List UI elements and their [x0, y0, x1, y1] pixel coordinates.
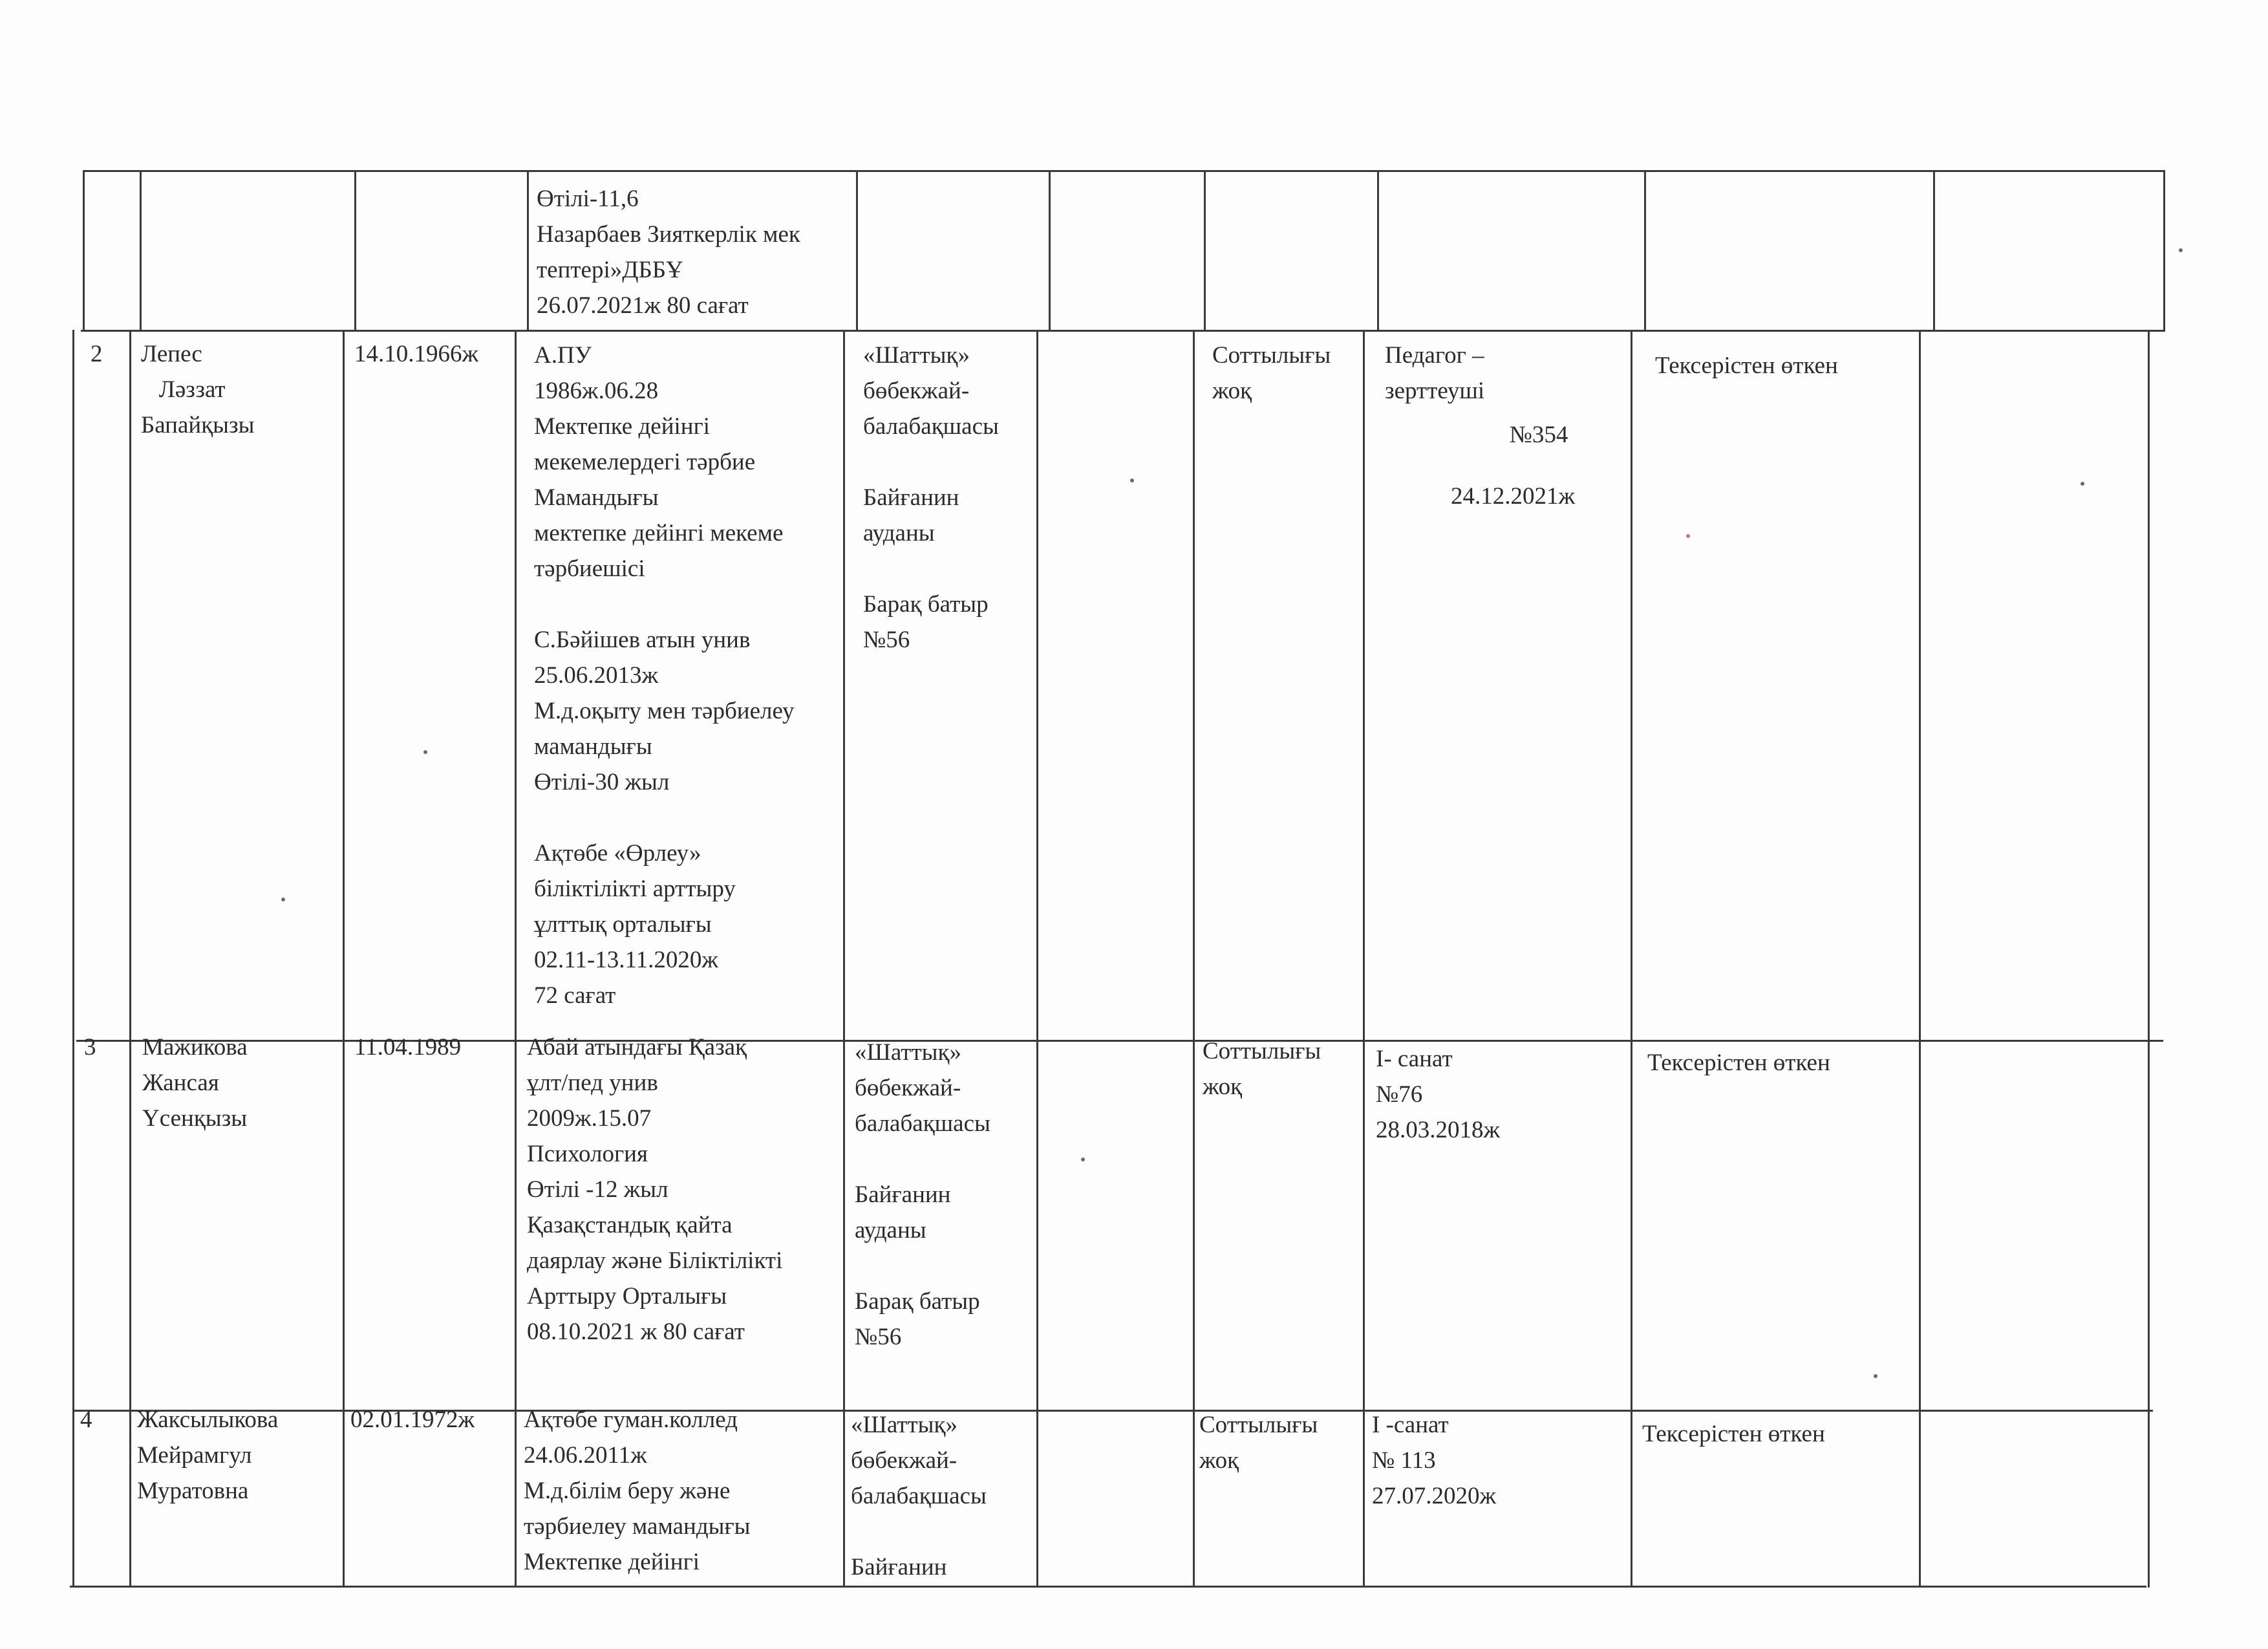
scan-speck [1874, 1374, 1878, 1378]
col-border-9b [1919, 330, 1921, 1588]
row2-education: Абай атындағы Қазақ ұлт/пед унив 2009ж.15.07 Психология Өтілі -12 жыл Қазақстандық қайта даярлау және Біліктілікті Арттыру Орталығы 08.10.2021 ж 80 сағат [527, 1034, 783, 1345]
scan-speck [423, 750, 427, 754]
row2-status: Тексерістен өткен [1647, 1050, 1830, 1076]
row2-criminal-record: Соттылығы жоқ [1203, 1038, 1321, 1100]
col-border-4 [856, 170, 858, 332]
col-border-0b [72, 330, 74, 1588]
scan-speck [281, 898, 285, 901]
row2-category: І- санат №76 28.03.2018ж [1376, 1046, 1501, 1143]
scan-speck [1081, 1158, 1085, 1161]
row3-workplace: «Шаттық» бөбекжай- балабақшасы Байғанин [851, 1412, 987, 1580]
row3-status: Тексерістен өткен [1642, 1421, 1825, 1447]
row1-education: А.ПУ 1986ж.06.28 Мектепке дейінгі мекемелердегі тәрбие Мамандығы мектепке дейінгі мекеме тәрбиешісі С.Бәйішев атын унив 25.06.2013ж М.д.оқыту мен тәрбиелеу мамандығы Өтілі-30 жыл Ақтөбе «Өрлеу» біліктілікті арттыру ұлттық орталығы 02.11-13.11.2020ж 72 сағат [534, 342, 795, 1009]
col-border-3b [515, 330, 517, 1588]
row3-category: І -санат № 113 27.07.2020ж [1372, 1412, 1497, 1509]
scan-speck [1686, 534, 1690, 538]
row3-number: 4 [80, 1406, 92, 1433]
scan-speck [2179, 248, 2183, 252]
col-border-0 [83, 170, 85, 332]
col-border-7 [1377, 170, 1379, 332]
col-border-5 [1049, 170, 1051, 332]
row1-workplace: «Шаттық» бөбекжай- балабақшасы Байғанин ауданы Барақ батыр №56 [863, 342, 999, 653]
row0-education: Өтілі-11,6 Назарбаев Зияткерлік мек тептері»ДББҰ 26.07.2021ж 80 сағат [537, 186, 800, 319]
table-border-bottom [70, 1586, 2146, 1588]
row3-education: Ақтөбе гуман.коллед 24.06.2011ж М.д.білім беру және тәрбиелеу мамандығы Мектепке дейінгі [524, 1406, 751, 1575]
col-border-10b [2148, 330, 2150, 1588]
row2-name: Мажикова Жансая Үсенқызы [142, 1034, 248, 1132]
row1-status: Тексерістен өткен [1655, 352, 1838, 379]
row1-category-date: 24.12.2021ж [1450, 483, 1576, 510]
col-border-10 [2163, 170, 2165, 332]
col-border-3 [527, 170, 529, 332]
row3-criminal-record: Соттылығы жоқ [1199, 1412, 1318, 1474]
col-border-2 [354, 170, 356, 332]
col-border-1b [129, 330, 131, 1588]
col-border-9 [1933, 170, 1935, 332]
row1-category-number: №354 [1509, 422, 1568, 448]
col-border-6 [1204, 170, 1206, 332]
row1-birth-date: 14.10.1966ж [354, 341, 479, 367]
row1-name: Лепес Ләззат Бапайқызы [141, 341, 255, 438]
row2-workplace: «Шаттық» бөбекжай- балабақшасы Байғанин ауданы Барақ батыр №56 [855, 1039, 990, 1350]
col-border-2b [343, 330, 345, 1588]
col-border-8b [1631, 330, 1632, 1588]
col-border-8 [1644, 170, 1646, 332]
row1-category: Педагог – зерттеуші [1385, 342, 1485, 404]
row2-birth-date: 11.04.1989 [354, 1034, 462, 1061]
row1-number: 2 [91, 341, 103, 367]
row2-number: 3 [84, 1034, 96, 1061]
row3-name: Жаксылыкова Мейрамгул Муратовна [137, 1406, 279, 1504]
row3-birth-date: 02.01.1972ж [350, 1406, 475, 1433]
table-border-top [83, 170, 2165, 172]
row1-criminal-record: Соттылығы жоқ [1212, 342, 1331, 404]
scan-speck [2081, 482, 2084, 486]
scan-speck [1130, 479, 1134, 482]
col-border-7b [1363, 330, 1365, 1588]
row-divider-1 [81, 330, 2165, 332]
col-border-1 [140, 170, 142, 332]
col-border-6b [1193, 330, 1195, 1588]
